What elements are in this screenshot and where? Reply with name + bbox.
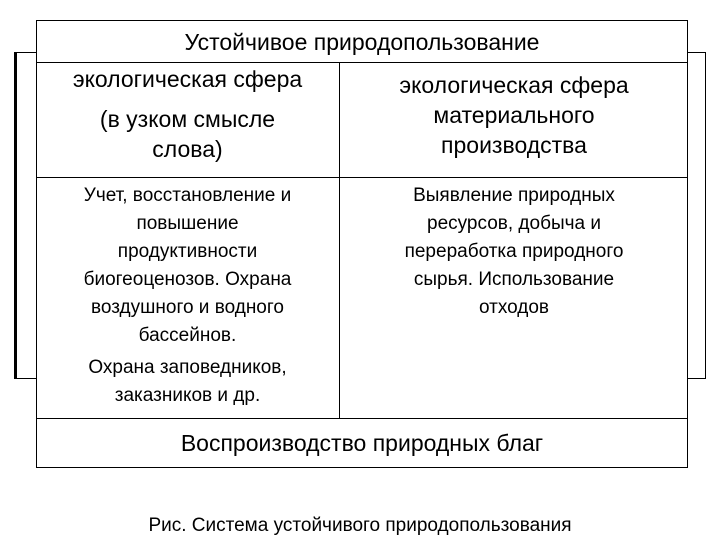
- left-body-line-5: воздушного и водного: [91, 297, 284, 318]
- right-body-line-3: переработка природного: [404, 241, 624, 262]
- left-body-line-8: заказников и др.: [114, 385, 261, 406]
- left-body-line-7: Охрана заповедников,: [88, 357, 287, 378]
- left-body-line-2: повышение: [136, 213, 239, 234]
- left-body-line-1: Учет, восстановление и: [83, 185, 292, 206]
- right-bracket: [686, 52, 706, 379]
- right-body-line-1: Выявление природных: [413, 185, 615, 206]
- left-header-line-2: (в узком смысле: [99, 106, 276, 132]
- left-body-line-4: биогеоценозов. Охрана: [83, 269, 292, 290]
- left-column-body: [36, 184, 339, 408]
- left-bracket-edge: [14, 52, 17, 379]
- diagram-title: Устойчивое природопользование: [184, 29, 540, 55]
- left-body-line-3: продуктивности: [117, 241, 258, 262]
- right-header-line-3: производства: [441, 132, 587, 158]
- right-column-body: [340, 184, 688, 320]
- right-body-line-2: ресурсов, добыча и: [427, 213, 601, 234]
- left-header-line-1: экологическая сфера: [72, 66, 303, 92]
- left-body-line-6: бассейнов.: [138, 325, 237, 346]
- bottom-row-text: Воспроизводство природных благ: [180, 430, 544, 456]
- left-column-header: [36, 64, 339, 164]
- right-body-line-5: отходов: [478, 297, 550, 318]
- divider-header: [36, 177, 688, 178]
- left-bracket: [14, 52, 38, 379]
- left-header-line-3: слова): [152, 136, 223, 162]
- right-body-line-4: сырья. Использование: [413, 269, 615, 290]
- right-header-line-1: экологическая сфера: [399, 72, 629, 98]
- right-column-header: [340, 70, 688, 160]
- divider-title: [36, 62, 688, 63]
- figure-caption: Рис. Система устойчивого природопользования: [148, 515, 572, 536]
- right-header-line-2: материального: [433, 102, 595, 128]
